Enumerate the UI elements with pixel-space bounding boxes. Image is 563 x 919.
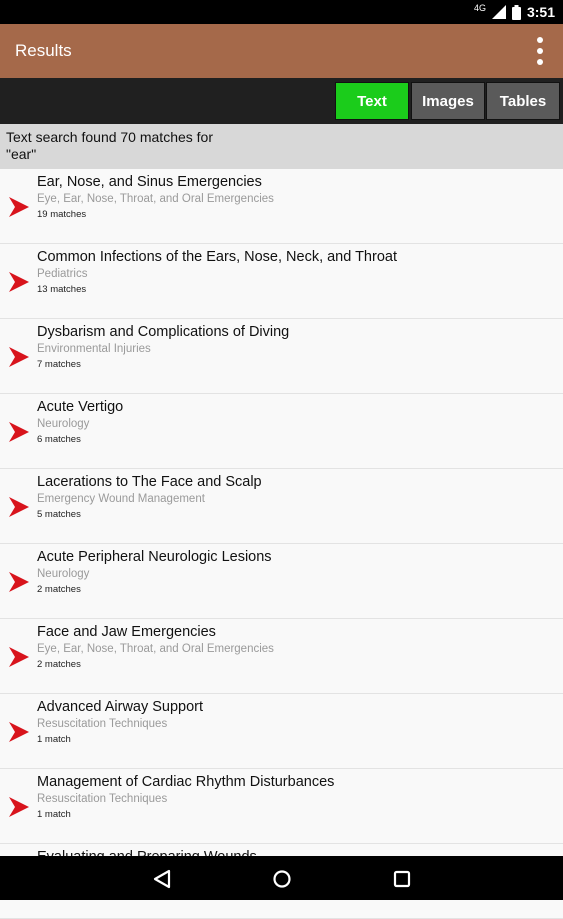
recent-apps-icon[interactable]: [391, 868, 413, 890]
result-chapter: Eye, Ear, Nose, Throat, and Oral Emergencies: [37, 193, 274, 205]
result-item[interactable]: [0, 694, 563, 769]
result-item[interactable]: [0, 244, 563, 319]
result-item[interactable]: [0, 394, 563, 469]
summary-text: Text search found 70 matches for: [6, 129, 213, 145]
result-chapter: Eye, Ear, Nose, Throat, and Oral Emergencies: [37, 643, 274, 655]
result-chapter: Resuscitation Techniques: [37, 718, 168, 730]
result-match-count: 7 matches: [37, 359, 81, 370]
chevron-right-icon: [9, 647, 29, 667]
result-match-count: 1 match: [37, 734, 71, 745]
system-nav-bar: [0, 856, 563, 900]
result-title: Advanced Airway Support: [37, 699, 204, 715]
back-icon[interactable]: [151, 868, 173, 890]
tab-text[interactable]: Text: [335, 82, 409, 120]
result-chapter: Emergency Wound Management: [37, 493, 205, 505]
result-item[interactable]: [0, 769, 563, 844]
battery-icon: [512, 5, 521, 20]
result-title: Management of Cardiac Rhythm Disturbances: [37, 774, 335, 790]
page-title: Results: [15, 41, 72, 60]
chevron-right-icon: [9, 722, 29, 742]
result-title: Lacerations to The Face and Scalp: [37, 474, 262, 490]
tab-images[interactable]: Images: [411, 82, 485, 120]
result-item[interactable]: [0, 469, 563, 544]
status-bar: [0, 0, 563, 24]
result-match-count: 1 match: [37, 809, 71, 820]
result-chapter: Resuscitation Techniques: [37, 793, 168, 805]
result-item[interactable]: [0, 544, 563, 619]
result-title: Face and Jaw Emergencies: [37, 624, 216, 640]
result-chapter: Environmental Injuries: [37, 343, 151, 355]
chevron-right-icon: [9, 497, 29, 517]
result-match-count: 2 matches: [37, 584, 81, 595]
chevron-right-icon: [9, 422, 29, 442]
chevron-right-icon: [9, 272, 29, 292]
clock: 3:51: [526, 4, 555, 20]
network-type: 4G: [473, 3, 486, 13]
result-match-count: 19 matches: [37, 209, 87, 220]
result-item[interactable]: [0, 169, 563, 244]
result-match-count: 5 matches: [37, 509, 81, 520]
result-title: Acute Peripheral Neurologic Lesions: [37, 549, 272, 565]
result-title: Ear, Nose, and Sinus Emergencies: [37, 174, 262, 190]
result-title: Acute Vertigo: [37, 399, 124, 415]
tab-tables[interactable]: Tables: [486, 82, 560, 120]
tab-bar: [0, 78, 563, 124]
chevron-right-icon: [9, 572, 29, 592]
chevron-right-icon: [9, 197, 29, 217]
result-title: Dysbarism and Complications of Diving: [37, 324, 290, 340]
result-chapter: Pediatrics: [37, 268, 88, 280]
result-match-count: 6 matches: [37, 434, 81, 445]
search-summary: [0, 124, 563, 169]
chevron-right-icon: [9, 347, 29, 367]
home-icon[interactable]: [271, 868, 293, 890]
search-query: "ear": [6, 146, 37, 162]
result-chapter: Neurology: [37, 418, 90, 430]
result-chapter: Neurology: [37, 568, 90, 580]
result-item[interactable]: [0, 619, 563, 694]
app-bar: [0, 24, 563, 78]
result-match-count: 13 matches: [37, 284, 87, 295]
more-vert-icon[interactable]: [535, 37, 545, 65]
signal-icon: [492, 5, 506, 19]
results-list: [0, 169, 563, 856]
result-item[interactable]: [0, 319, 563, 394]
result-match-count: 2 matches: [37, 659, 81, 670]
chevron-right-icon: [9, 797, 29, 817]
result-title: Common Infections of the Ears, Nose, Neck, and Throat: [37, 249, 397, 265]
